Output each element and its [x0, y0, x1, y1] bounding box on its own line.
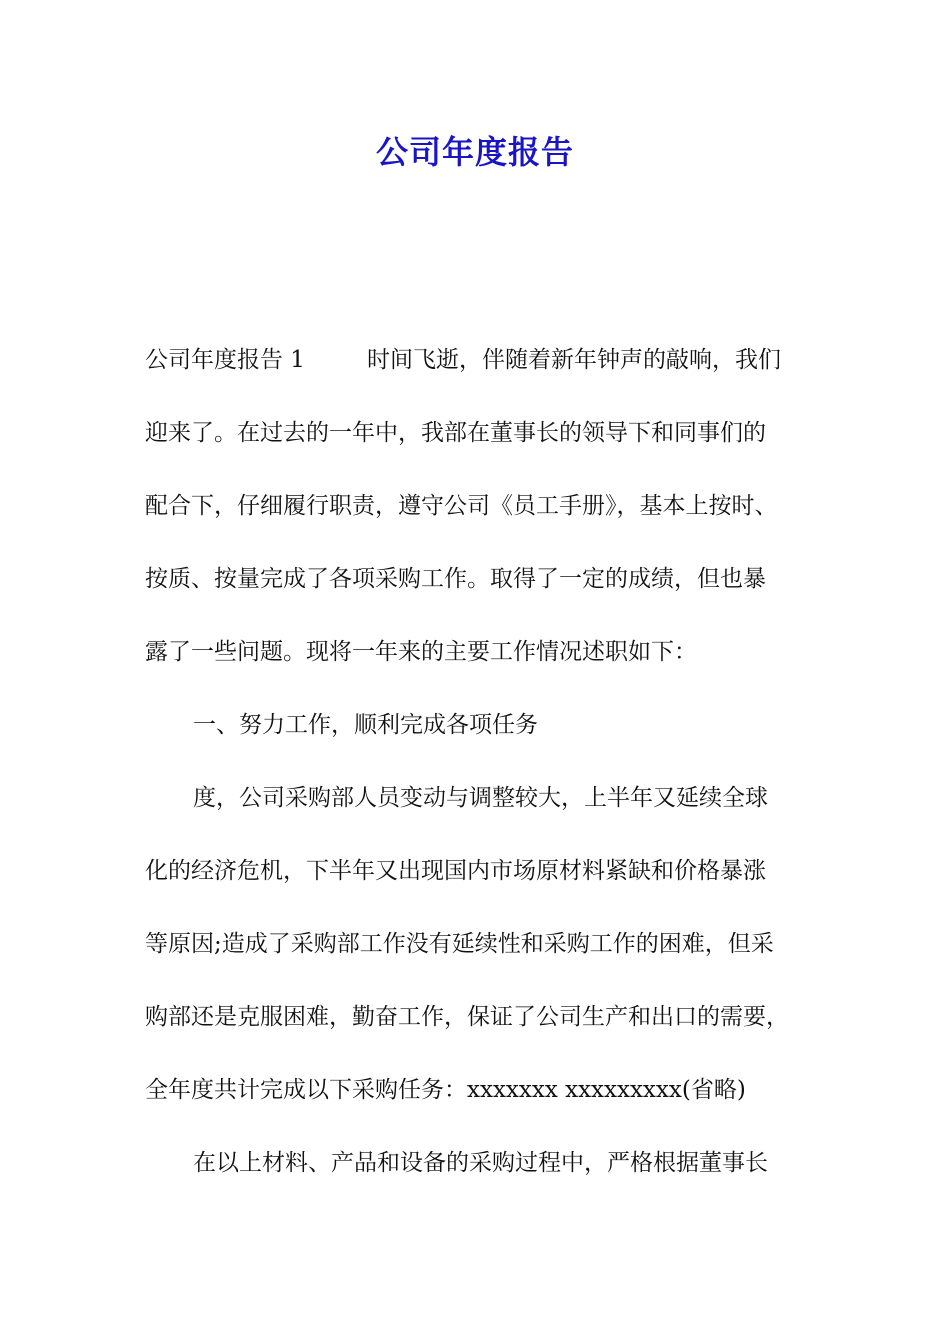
paragraph-line-7: 度，公司采购部人员变动与调整较大，上半年又延续全球 — [193, 785, 768, 811]
paragraph-line-3: 配合下，仔细履行职责，遵守公司《员工手册》，基本上按时、 — [145, 493, 778, 519]
section-heading: 一、努力工作，顺利完成各项任务 — [193, 712, 538, 738]
report-heading-inline: 公司年度报告 1 — [145, 347, 305, 373]
paragraph-line-9: 等原因;造成了采购部工作没有延续性和采购工作的困难，但采 — [145, 931, 774, 957]
paragraph-line-8: 化的经济危机，下半年又出现国内市场原材料紧缺和价格暴涨 — [145, 858, 766, 884]
document-body — [145, 334, 810, 1210]
paragraph-line-12: 在以上材料、产品和设备的采购过程中，严格根据董事长 — [193, 1150, 768, 1176]
paragraph-line-5: 露了一些问题。现将一年来的主要工作情况述职如下： — [145, 639, 697, 665]
document-title: 公司年度报告 — [375, 133, 574, 171]
paragraph-line-10: 购部还是克服困难，勤奋工作，保证了公司生产和出口的需要， — [145, 1004, 789, 1030]
paragraph-line-11: 全年度共计完成以下采购任务：xxxxxxx xxxxxxxxx(省略) — [145, 1077, 746, 1103]
paragraph-opening-text: 时间飞逝，伴随着新年钟声的敲响，我们 — [366, 347, 781, 373]
paragraph-line-1 — [145, 334, 810, 407]
paragraph-line-2: 迎来了。在过去的一年中，我部在董事长的领导下和同事们的 — [145, 420, 766, 446]
paragraph-line-4: 按质、按量完成了各项采购工作。取得了一定的成绩，但也暴 — [145, 566, 766, 592]
